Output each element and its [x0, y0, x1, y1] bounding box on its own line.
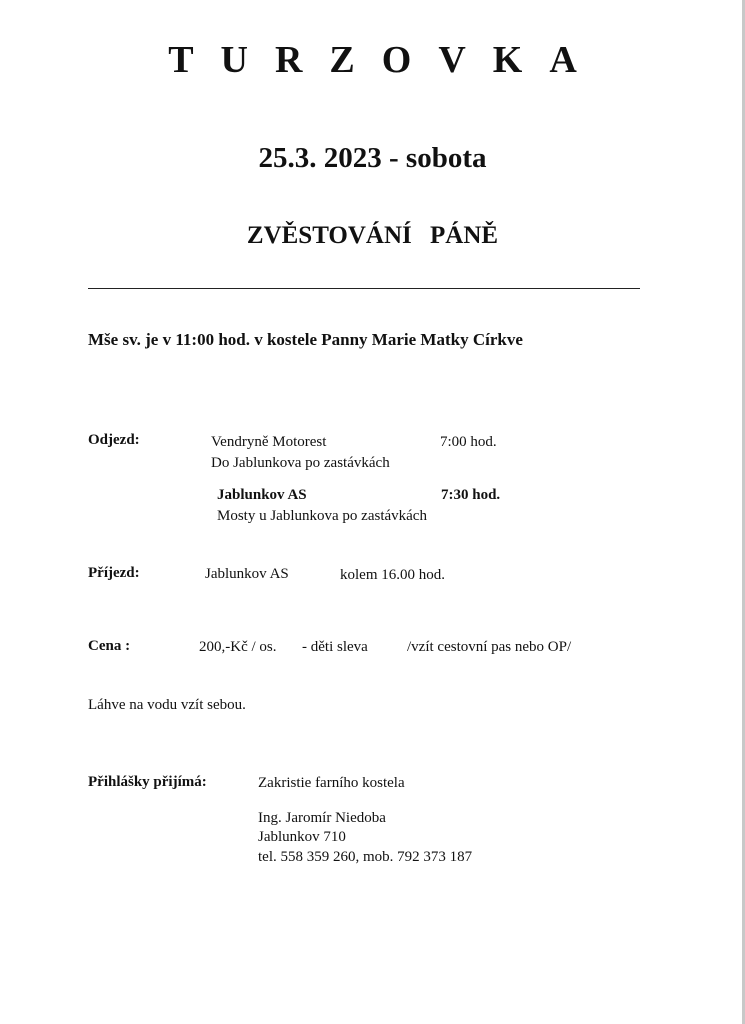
arrival-label: Příjezd:: [88, 565, 140, 581]
departure-stop-1-place: Vendryně Motorest: [211, 434, 327, 450]
price-label: Cena :: [88, 638, 131, 654]
water-note: Láhve na vodu vzít sebou.: [88, 697, 246, 713]
arrival-time: kolem 16.00 hod.: [340, 567, 445, 583]
departure-stop-2-place: Jablunkov AS: [217, 487, 307, 503]
departure-stop-1-time: 7:00 hod.: [440, 434, 497, 450]
departure-stop-2-time: 7:30 hod.: [441, 487, 501, 503]
page-title: TURZOVKA: [168, 39, 604, 81]
registration-address: Jablunkov 710: [258, 829, 346, 845]
departure-label: Odjezd:: [88, 432, 140, 448]
departure-stop-2-note: Mosty u Jablunkova po zastávkách: [217, 508, 427, 524]
price-discount: - děti sleva: [302, 639, 368, 655]
price-amount: 200,-Kč / os.: [199, 639, 277, 655]
registration-place: Zakristie farního kostela: [258, 775, 405, 791]
feast-name: ZVĚSTOVÁNÍ PÁNĚ: [246, 222, 499, 249]
divider: [88, 288, 640, 289]
event-date: 25.3. 2023 - sobota: [258, 142, 487, 174]
registration-phone: tel. 558 359 260, mob. 792 373 187: [258, 849, 473, 865]
arrival-place: Jablunkov AS: [205, 566, 289, 582]
registration-label: Přihlášky přijímá:: [88, 774, 207, 790]
price-note: /vzít cestovní pas nebo OP/: [407, 639, 572, 655]
departure-stop-1-note: Do Jablunkova po zastávkách: [211, 455, 390, 471]
registration-contact-name: Ing. Jaromír Niedoba: [258, 810, 386, 826]
mass-info: Mše sv. je v 11:00 hod. v kostele Panny Marie Matky Církve: [88, 330, 523, 349]
